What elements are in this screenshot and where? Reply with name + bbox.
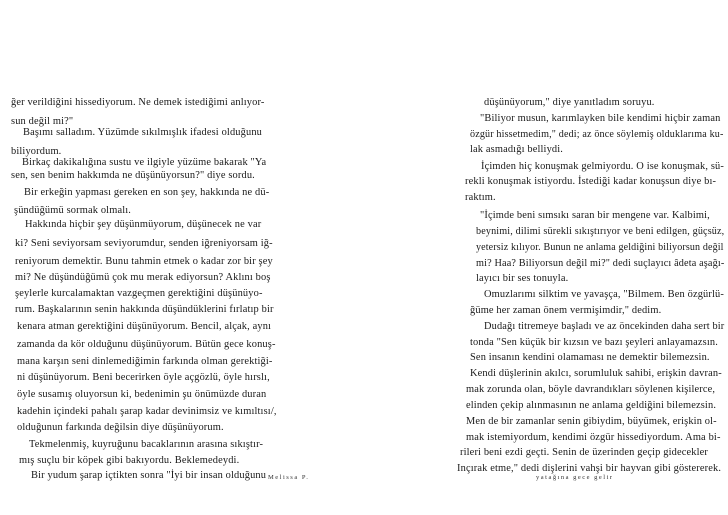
text-line: olduğunun farkında değilsin diye düşünüyorum. [17,422,224,433]
text-line: mak zorunda olan, böyle davrandıkları söylenen kişilerce, [466,384,716,395]
text-line: rileri beni ezdi geçti. Senin de üzerinden geçip gidecekler [460,447,709,458]
text-line: Birkaç dakikalığına sustu ve ilgiyle yüzüme bakarak "Ya [22,157,267,168]
text-line: Bir yudum şarap içtikten sonra "İyi bir insan olduğunu [31,470,267,481]
text-line: rekli konuşmak istiyordu. İstediği kadar konuşsun diye bı- [465,176,717,187]
text-line: mana karşın seni dinlemediğimin farkında olman gerektiği- [17,356,273,367]
text-line: biliyordum. [11,146,62,157]
text-line: lak asmadığı belliydi. [470,144,564,155]
text-line: ki? Seni seviyorsam seviyorumdur, senden iğreniyorsam iğ- [15,238,273,249]
text-line: sun değil mi?" [11,116,74,127]
text-line: Inçırak etme," dedi dişlerini vahşi bir hayvan gibi göstererek. [457,463,722,474]
text-line: ğüme her zaman önem vermişimdir," dedim. [470,305,662,316]
text-line: şeylerle kurcalamaktan vazgeçmen gerektiğini düşünüyo- [15,288,263,299]
text-line: Sen insanın kendini olamaması ne demektir bilemezsin. [470,352,710,363]
text-line: sen, sen benim hakkımda ne düşünüyorsun?" diye sordu. [11,170,255,181]
text-line: ni düşünüyorum. Beni becerirken öyle açgözlü, öyle hırslı, [17,372,270,383]
text-line: zamanda da kör olduğunu düşünüyorum. Bütün gece konuş- [17,339,276,350]
text-line: mış suçlu bir köpek gibi bakıyordu. Beklemedeydi. [19,455,240,466]
text-line: Hakkında hiçbir şey düşünmüyorum, düşünecek ne var [25,219,262,230]
text-line: mak istemiyordum, kendimi özgür hissediyordum. Ama bi- [466,432,721,443]
text-line: Omuzlarımı silktim ve yavaşça, "Bilmem. Ben özgürlü- [484,289,725,300]
text-line: Tekmelenmiş, kuyruğunu bacaklarının arasına sıkıştır- [29,439,264,450]
text-line: Başımı salladım. Yüzümde sıkılmışlık ifadesi olduğunu [23,127,263,138]
text-line: beynimi, dilimi sürekli sıkıştırıyor ve beni edilgen, güçsüz, [476,226,725,237]
right-page [364,0,728,515]
text-line: rum. Başkalarının senin hakkında düşündüklerini fırlatıp bir [15,304,274,315]
text-line: Bir erkeğin yapması gereken en son şey, hakkında ne dü- [24,187,270,198]
text-line: Dudağı titremeye başladı ve az öncekinden daha sert bir [484,321,725,332]
text-line: reniyorum demektir. Bunu tahmin etmek o kadar zor bir şey [15,256,273,267]
text-line: "Biliyor musun, karımlayken bile kendimi hiçbir zaman [480,113,721,124]
text-line: layıcı bir ses tonuyla. [476,273,569,284]
text-line: "İçimde beni sımsıkı saran bir mengene var. Kalbimi, [480,210,710,221]
text-line: kenara atman gerektiğini düşünüyorum. Bencil, alçak, aynı [17,321,272,332]
text-line: mi? Haa? Biliyorsun değil mi?" dedi suçlayıcı âdeta aşağı- [476,258,725,269]
text-line: şündüğümü sormak olmalı. [14,205,132,216]
text-line: öyle susamış oluyorsun ki, bedenimin şu önümüzde duran [17,389,267,400]
text-line: düşünüyorum," diye yanıtladım soruyu. [484,97,655,108]
text-line: Men de bir zamanlar senin gibiydim, büyümek, erişkin ol- [466,416,717,427]
text-line: İçimden hiç konuşmak gelmiyordu. O ise konuşmak, sü- [481,161,724,172]
text-line: mi? Ne düşündüğümü çok mu merak ediyorsun? Aklını boş [15,272,271,283]
text-line: Kendi düşlerinin akılcı, sorumluluk sahibi, erişkin davran- [470,368,722,379]
text-line: ğer verildiğini hissediyorum. Ne demek istediğimi anlıyor- [11,97,265,108]
text-line: kadehin içindeki pahalı şarap kadar devinimsiz ve kımıltısı/, [17,406,277,417]
text-line: raktım. [465,192,496,203]
text-line: tonda "Sen küçük bir kızsın ve bazı şeyleri anlayamazsın. [470,337,718,348]
page-footer-title: yatağına gece gelir [536,474,614,481]
text-line: yetersiz kılıyor. Bunun ne anlama geldiğini biliyorsun değil [476,242,724,253]
page-footer-author: Melissa P. [268,474,310,481]
text-line: elinden çekip alınmasının ne anlama geldiğini bilemezsin. [466,400,717,411]
text-line: özgür hissetmedim," dedi; az önce söylemiş olduklarıma ku- [470,129,724,140]
